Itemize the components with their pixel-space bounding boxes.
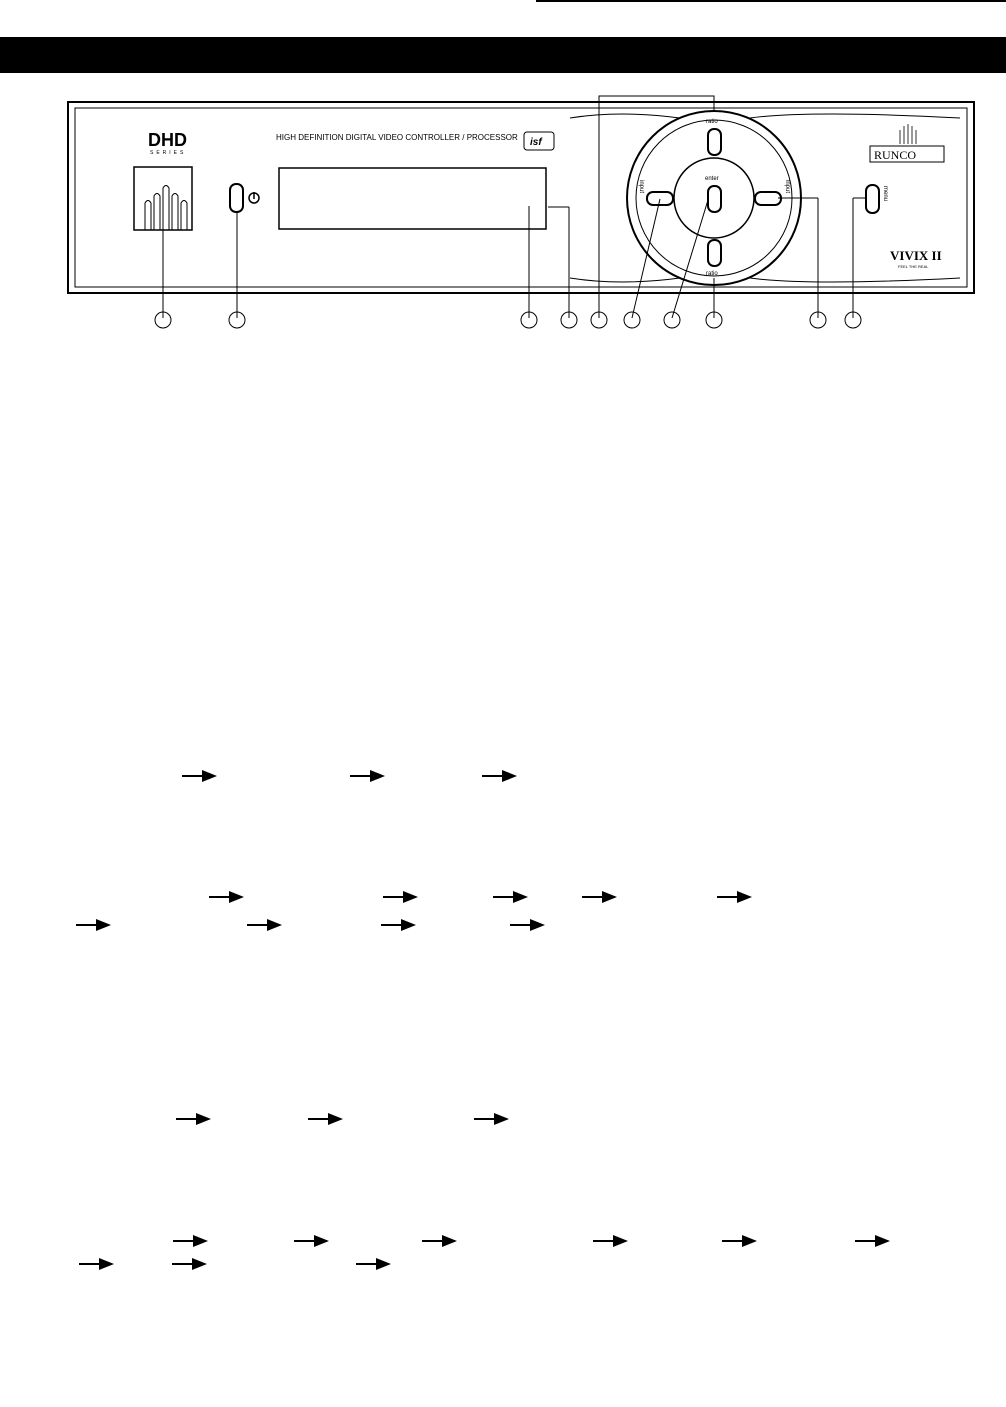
top-rule (536, 0, 1006, 2)
chassis-inner (75, 108, 967, 287)
right-arrow-icon (493, 890, 529, 904)
product-logo: VIVIX II (890, 248, 942, 263)
right-arrow-icon (593, 1234, 629, 1248)
ratio-down-button (708, 240, 721, 266)
ratio-up-button (708, 129, 721, 155)
isf-label: isf (530, 137, 542, 148)
label-menu: menu (882, 186, 888, 202)
right-arrow-icon (717, 890, 753, 904)
product-tagline: FEEL THE REAL (898, 264, 929, 269)
right-arrow-icon (182, 769, 218, 783)
right-arrow-icon (422, 1234, 458, 1248)
callout-6 (624, 312, 640, 328)
right-arrow-icon (381, 918, 417, 932)
power-button-outline (230, 184, 243, 212)
right-arrow-icon (350, 769, 386, 783)
right-arrow-icon (308, 1112, 344, 1126)
right-arrow-icon (510, 918, 546, 932)
right-arrow-icon (482, 769, 518, 783)
right-arrow-icon (172, 1257, 208, 1271)
panel-heading: HIGH DEFINITION DIGITAL VIDEO CONTROLLER / PROCESSOR (276, 133, 518, 142)
callout-7 (664, 312, 680, 328)
label-input-left: input (638, 180, 644, 194)
right-arrow-icon (76, 918, 112, 932)
nav-mid-ring (636, 120, 792, 276)
front-panel-diagram (0, 88, 1006, 338)
arrow-sequence-area (0, 740, 1006, 1300)
series-logo: DHD (148, 130, 187, 150)
right-arrow-icon (582, 890, 618, 904)
nav-outer-ring (627, 111, 801, 285)
right-arrow-icon (356, 1257, 392, 1271)
right-arrow-icon (209, 890, 245, 904)
enter-button (708, 186, 721, 212)
series-sub: SERIES (150, 150, 187, 156)
right-arrow-icon (722, 1234, 758, 1248)
right-arrow-icon (383, 890, 419, 904)
nav-center-ring (674, 158, 754, 238)
right-arrow-icon (247, 918, 283, 932)
section-title-bar (0, 37, 1006, 73)
label-ratio-top: ratio (706, 119, 718, 125)
display-window (279, 168, 546, 229)
brand-logo: RUNCO (874, 148, 917, 162)
right-arrow-icon (176, 1112, 212, 1126)
input-left-button (647, 192, 673, 205)
right-arrow-icon (294, 1234, 330, 1248)
label-enter: enter (705, 176, 719, 182)
input-right-button (755, 192, 781, 205)
right-arrow-icon (474, 1112, 510, 1126)
label-input-right: input (784, 180, 790, 194)
right-arrow-icon (855, 1234, 891, 1248)
right-arrow-icon (173, 1234, 209, 1248)
label-ratio-bottom: ratio (706, 271, 718, 277)
chassis-outline (68, 102, 974, 293)
right-arrow-icon (79, 1257, 115, 1271)
menu-button (866, 185, 879, 213)
